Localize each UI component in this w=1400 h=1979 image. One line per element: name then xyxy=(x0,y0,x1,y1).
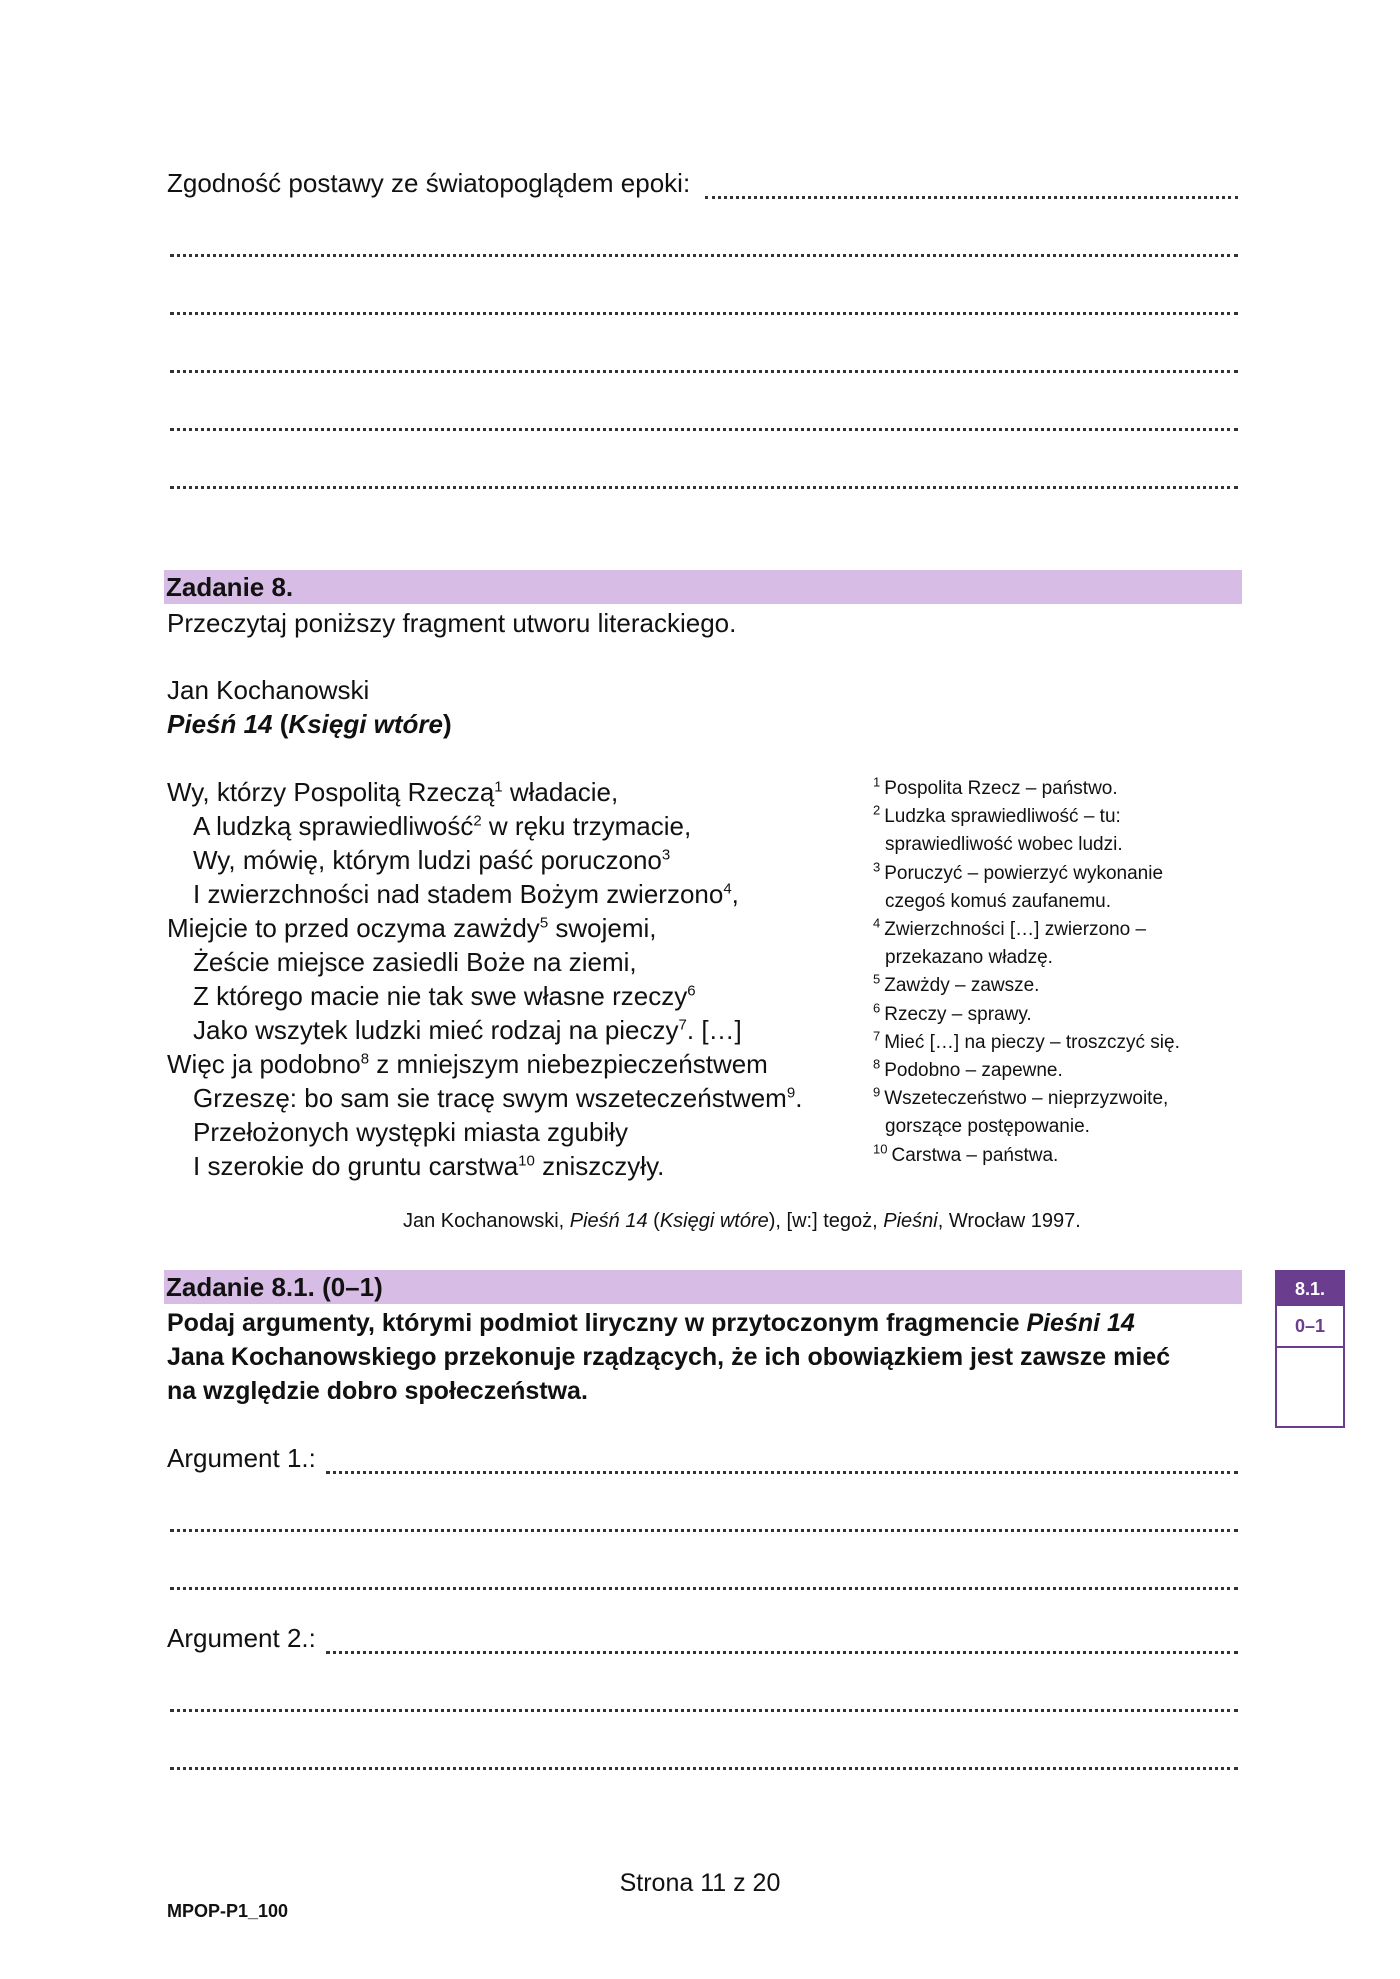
answer-line[interactable] xyxy=(170,350,1238,373)
argument-2-label: Argument 2.: xyxy=(167,1623,316,1653)
answer-line[interactable] xyxy=(326,1451,1238,1474)
task-8-1-question: Podaj argumenty, którymi podmiot liryczny w przytoczonym fragmencie Pieśni 14 Jana Kochanowskiego przekonuje rządzących, że ich obowiązkiem jest zawsze mieć na względzie dobro społeczeństwa. xyxy=(167,1309,1171,1405)
poem-line: Jako wszytek ludzki mieć rodzaj na pieczy$^7$. […] xyxy=(193,1015,742,1045)
footnote-line: przekazano władzę. xyxy=(885,947,1053,969)
footnote-line: sprawiedliwość wobec ludzi. xyxy=(885,834,1123,856)
poem-line: Miejcie to przed oczyma zawżdy$^5$ swojemi, xyxy=(167,913,657,943)
poem-line: I zwierzchności nad stadem Bożym zwierzono$^4$, xyxy=(193,879,739,909)
poem-author: Jan Kochanowski xyxy=(167,675,370,705)
footnote-line: czegoś komuś zaufanemu. xyxy=(885,890,1112,912)
footnote-line: $^3$ Poruczyć – powierzyć wykonanie xyxy=(873,859,1164,884)
footnote-line: $^5$ Zawżdy – zawsze. xyxy=(873,972,1040,997)
footnote-line: gorszące postępowanie. xyxy=(885,1116,1090,1138)
answer-line[interactable] xyxy=(170,408,1238,431)
score-box xyxy=(1275,1270,1345,1428)
poem-line: Wy, mówię, którym ludzi paść poruczono$^3$ xyxy=(193,845,671,875)
answer-line[interactable] xyxy=(170,466,1238,489)
answer-line[interactable] xyxy=(170,1747,1238,1770)
task-8-title: Zadanie 8. xyxy=(166,572,294,602)
poem-title-book: Księgi wtóre xyxy=(288,709,444,739)
poem-title: Pieśń 14 (Księgi wtóre) xyxy=(167,709,452,739)
source-citation: Jan Kochanowski, Pieśń 14 (Księgi wtóre), [w:] tegoż, Pieśni, Wrocław 1997. xyxy=(403,1210,1081,1232)
answer-line[interactable] xyxy=(170,1689,1238,1712)
poem-line: Żeście miejsce zasiedli Boże na ziemi, xyxy=(193,947,637,977)
score-box-task-number: 8.1. xyxy=(1277,1272,1343,1306)
score-box-range: 0–1 xyxy=(1277,1306,1343,1348)
answer-line[interactable] xyxy=(170,234,1238,257)
footnote-line: $^8$ Podobno – zapewne. xyxy=(873,1056,1063,1081)
task-8-instruction: Przeczytaj poniższy fragment utworu literackiego. xyxy=(167,608,737,638)
poem-line: Więc ja podobno$^8$ z mniejszym niebezpieczeństwem xyxy=(167,1049,768,1079)
answer-line[interactable] xyxy=(170,1509,1238,1532)
argument-1-label: Argument 1.: xyxy=(167,1443,316,1473)
answer-line[interactable] xyxy=(170,292,1238,315)
footnote-line: $^{10}$ Carstwa – państwa. xyxy=(873,1141,1059,1166)
task-8-1-header-bar xyxy=(164,1270,1242,1304)
answer-line[interactable] xyxy=(705,176,1238,199)
footnote-line: $^4$ Zwierzchności […] zwierzono – xyxy=(873,915,1147,940)
answer-line[interactable] xyxy=(170,1567,1238,1590)
poem-line: A ludzką sprawiedliwość$^2$ w ręku trzymacie, xyxy=(193,811,692,841)
score-box-entry[interactable] xyxy=(1277,1348,1343,1426)
footnote-line: $^6$ Rzeczy – sprawy. xyxy=(873,1000,1032,1025)
poem-line: Wy, którzy Pospolitą Rzeczą$^1$ władacie, xyxy=(167,777,619,807)
footnote-line: $^1$ Pospolita Rzecz – państwo. xyxy=(873,774,1118,799)
answer-line[interactable] xyxy=(326,1631,1238,1654)
poem-line: Z którego macie nie tak swe własne rzeczy$^6$ xyxy=(193,981,696,1011)
page-number: Strona 11 z 20 xyxy=(619,1869,781,1897)
task-8-header-bar xyxy=(164,570,1242,604)
poem-line: Grzeszę: bo sam sie tracę swym wszeteczeństwem$^9$. xyxy=(193,1083,803,1113)
poem-title-main: Pieśń 14 xyxy=(167,709,273,739)
exam-code: MPOP-P1_100 xyxy=(167,1901,289,1921)
footnote-line: $^2$ Ludzka sprawiedliwość – tu: xyxy=(873,802,1121,828)
footnote-line: $^7$ Mieć […] na pieczy – troszczyć się. xyxy=(873,1028,1180,1053)
attitude-consistency-label: Zgodność postawy ze światopoglądem epoki: xyxy=(167,168,691,198)
poem-line: I szerokie do gruntu carstwa$^{10}$ zniszczyły. xyxy=(193,1151,665,1181)
poem-line: Przełożonych występki miasta zgubiły xyxy=(193,1117,628,1147)
footnote-line: $^9$ Wszeteczeństwo – nieprzyzwoite, xyxy=(873,1084,1169,1110)
task-8-1-title: Zadanie 8.1. (0–1) xyxy=(166,1272,383,1302)
